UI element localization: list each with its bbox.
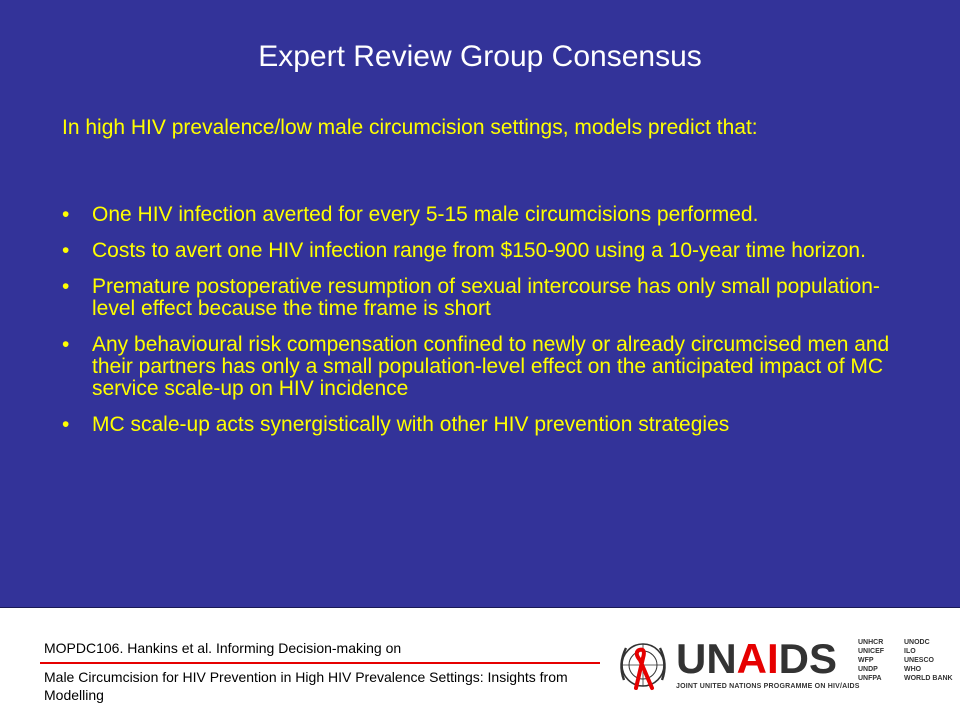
wordmark-un: UN [676, 635, 737, 682]
bullet-item [62, 204, 912, 226]
cosponsor: UNFPA [858, 675, 882, 682]
wordmark-ds: DS [778, 635, 838, 682]
footer-citation-line2: Male Circumcision for HIV Prevention in High HIV Prevalence Settings: Insights from Modelling [44, 669, 568, 703]
un-emblem-icon [614, 636, 672, 694]
bullet-item [62, 276, 912, 320]
bullet-marker: • [62, 275, 70, 298]
cosponsors-col1 [858, 638, 884, 683]
cosponsor: UNODC [904, 639, 930, 646]
bullet-item [62, 414, 912, 436]
bullet-item [62, 334, 912, 400]
footer-divider [40, 662, 600, 664]
cosponsor: UNHCR [858, 639, 884, 646]
cosponsor: UNICEF [858, 648, 885, 655]
cosponsor: ILO [904, 648, 916, 655]
bullet-marker: • [62, 239, 70, 262]
unaids-wordmark [676, 636, 837, 682]
bullet-marker: • [62, 203, 70, 226]
bullet-marker: • [62, 333, 70, 356]
cosponsor: UNESCO [904, 657, 934, 664]
logo-tagline: JOINT UNITED NATIONS PROGRAMME ON HIV/AIDS [676, 683, 860, 690]
bullet-text: Premature postoperative resumption of sexual intercourse has only small population-level effect because the time frame is short [92, 275, 880, 320]
cosponsors-col2 [904, 638, 953, 683]
bullet-text: MC scale-up acts synergistically with other HIV prevention strategies [92, 413, 730, 436]
footer-citation-line1: MOPDC106. Hankins et al. Informing Decision-making on [44, 640, 402, 656]
bullet-text: Any behavioural risk compensation confined to newly or already circumcised men and their partners has only a small population-level effect on the anticipated impact of MC service scale-up on HIV incidence [92, 333, 890, 400]
bullet-list [62, 204, 912, 436]
bullet-text: Costs to avert one HIV infection range from $150-900 using a 10-year time horizon. [92, 239, 866, 262]
bullet-marker: • [62, 413, 70, 436]
footer [0, 608, 960, 720]
cosponsor: UNDP [858, 666, 878, 673]
bullet-text: One HIV infection averted for every 5-15 male circumcisions performed. [92, 203, 759, 226]
cosponsor: WORLD BANK [904, 675, 953, 682]
cosponsor: WHO [904, 666, 922, 673]
cosponsor: WFP [858, 657, 874, 664]
slide-intro: In high HIV prevalence/low male circumcision settings, models predict that: [62, 116, 758, 139]
wordmark-ai: AI [736, 635, 779, 682]
slide-title: Expert Review Group Consensus [258, 40, 702, 73]
bullet-item [62, 240, 912, 262]
unaids-logo [604, 630, 960, 710]
